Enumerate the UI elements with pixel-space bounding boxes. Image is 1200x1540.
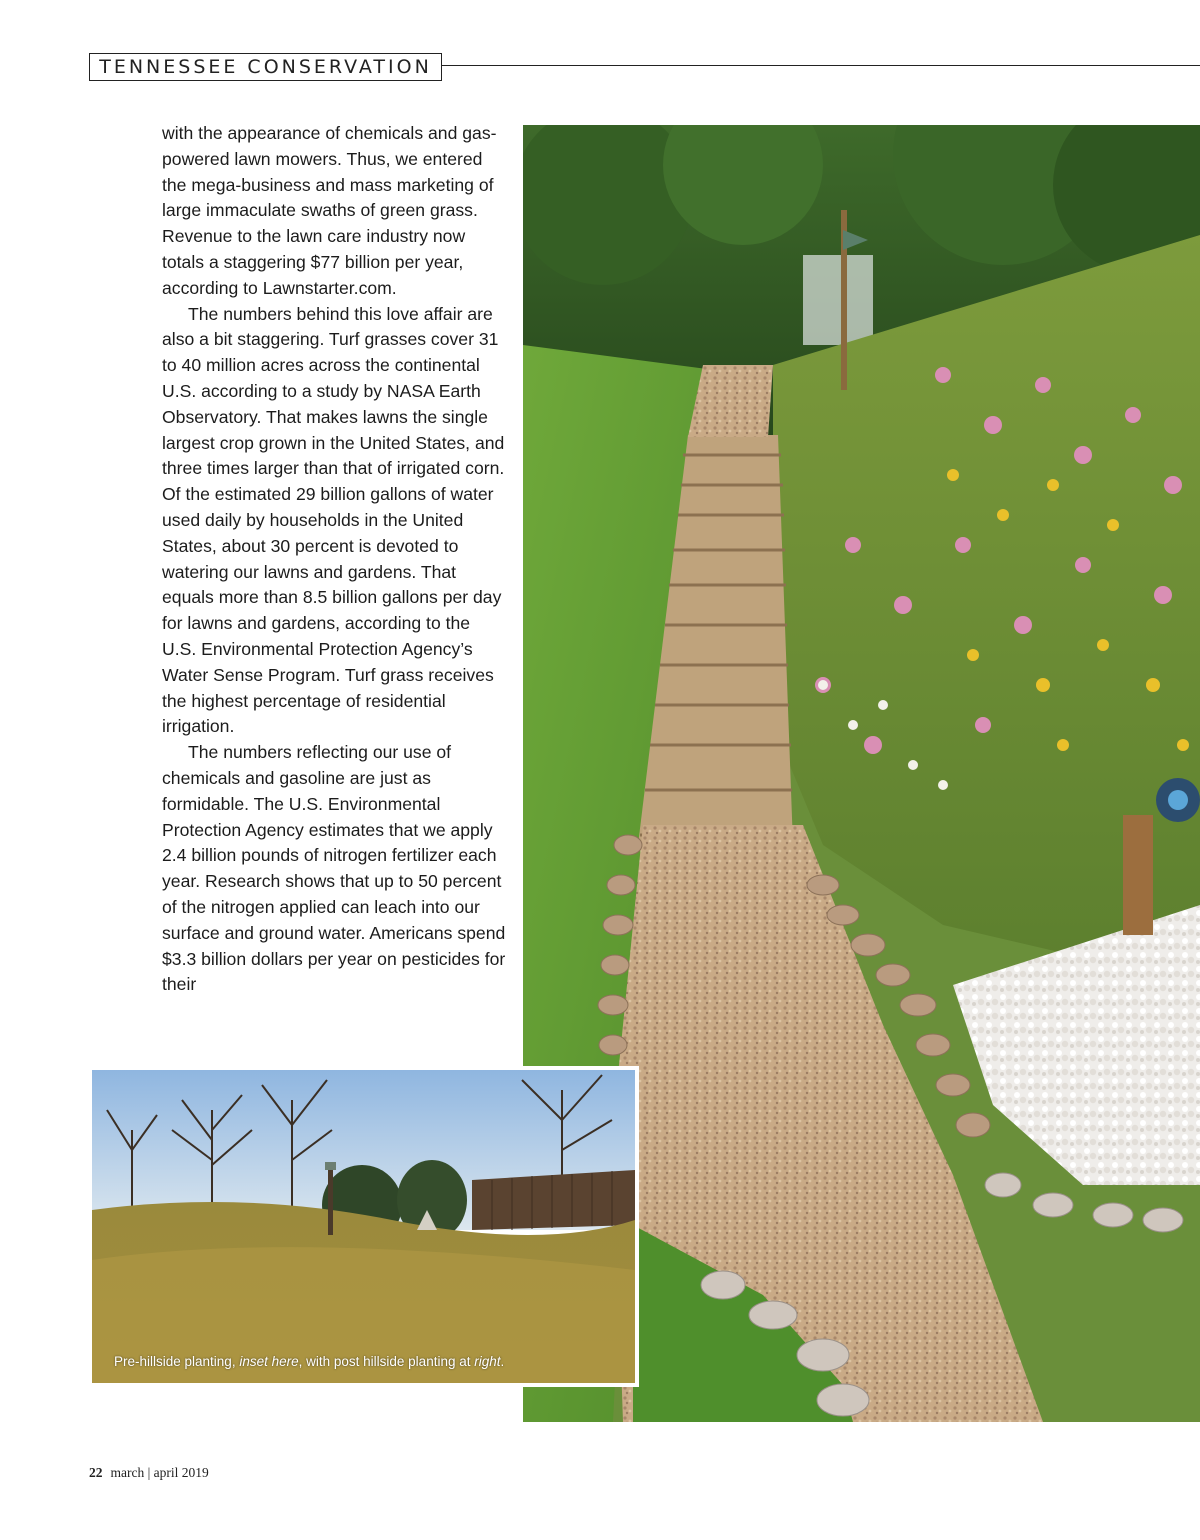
- section-header-box: [89, 53, 442, 81]
- pre-planting-inset-photo: [88, 1066, 639, 1387]
- article-body: [162, 121, 507, 998]
- header-rule: [442, 65, 1200, 66]
- paragraph-1: with the appearance of chemicals and gas-powered lawn mowers. Thus, we entered the mega-business and mass marketing of large immaculate swaths of green grass. Revenue to the lawn care industry now totals a staggering $77 billion per year, according to Lawnstarter.com.: [162, 123, 497, 298]
- section-title: TENNESSEE CONSERVATION: [99, 56, 432, 78]
- paragraph-2: The numbers behind this love affair are also a bit staggering. Turf grasses cover 31 to 40 million acres across the continental U.S. according to a study by NASA Earth Observatory. That makes lawns the single largest crop grown in the United States, and three times larger than that of irrigated corn. Of the estimated 29 billion gallons of water used daily by households in the United States, about 30 percent is devoted to watering our lawns and gardens. That equals more than 8.5 billion gallons per day for lawns and gardens, according to the U.S. Environmental Protection Agency’s Water Sense Program. Turf grass receives the highest percentage of residential irrigation.: [162, 303, 505, 737]
- page-number: 22: [89, 1465, 103, 1480]
- paragraph-3: The numbers reflecting our use of chemicals and gasoline are just as formidable. The U.S. Environmental Protection Agency estimates that we apply 2.4 billion pounds of nitrogen fertilizer each year. Research shows that up to 50 percent of the nitrogen applied can leach into our surface and ground water. Americans spend $3.3 billion dollars per year on pesticides for their: [162, 742, 506, 995]
- page-folio: [89, 1465, 209, 1481]
- issue-date: march | april 2019: [110, 1465, 209, 1480]
- inset-caption: Pre-hillside planting, inset here, with post hillside planting at right.: [114, 1354, 505, 1369]
